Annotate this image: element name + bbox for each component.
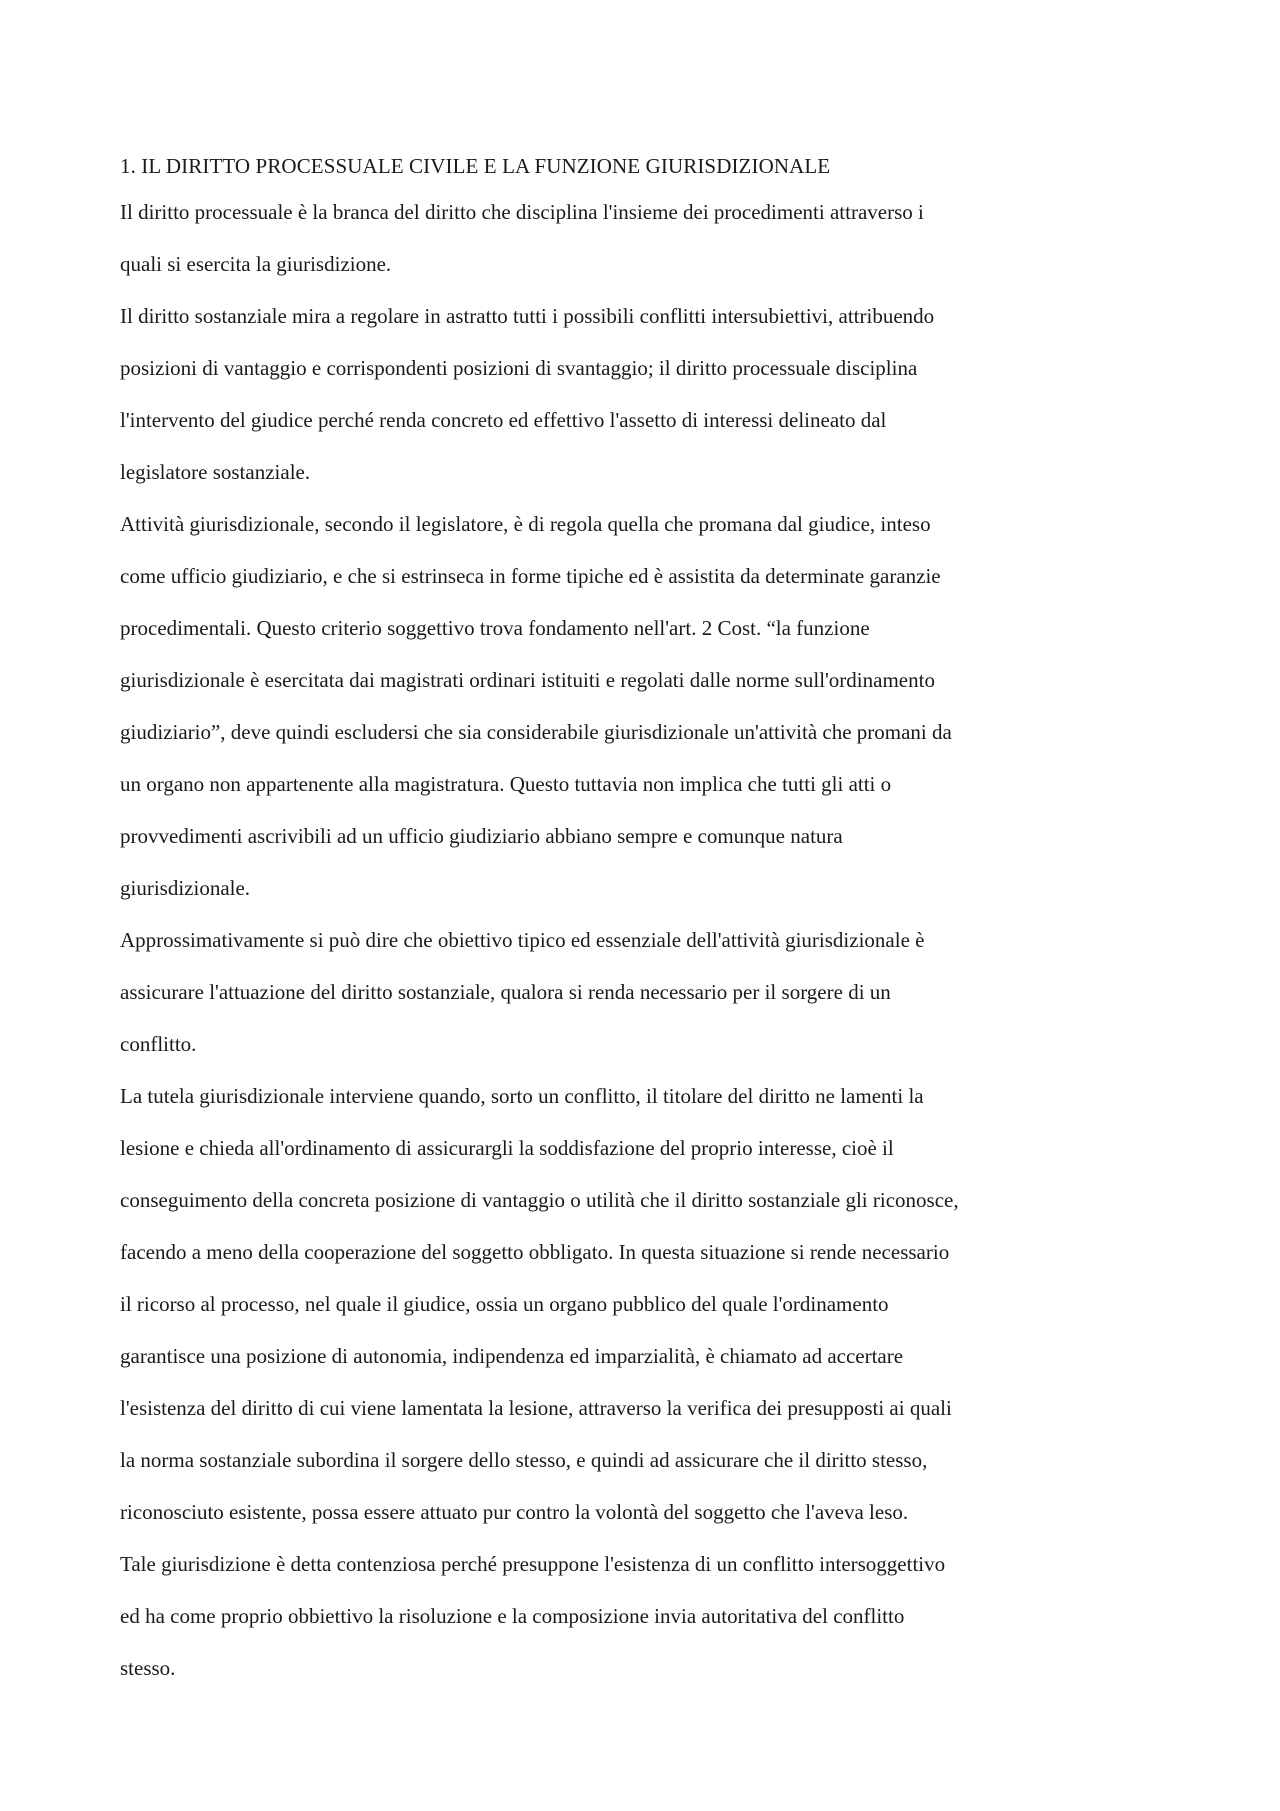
text-line: Il diritto sostanziale mira a regolare in astratto tutti i possibili conflitti intersubiettivi, attribuendo: [120, 304, 935, 328]
text-line: quali si esercita la giurisdizione.: [120, 252, 392, 276]
text-line: giurisdizionale è esercitata dai magistrati ordinari istituiti e regolati dalle norme sull'ordinamento: [120, 668, 935, 692]
text-line: l'intervento del giudice perché renda concreto ed effettivo l'assetto di interessi delineato dal: [120, 408, 887, 432]
text-line: conflitto.: [120, 1032, 197, 1056]
text-line: garantisce una posizione di autonomia, indipendenza ed imparzialità, è chiamato ad accertare: [120, 1344, 904, 1368]
paragraph: [120, 290, 1080, 498]
text-line: come ufficio giudiziario, e che si estrinseca in forme tipiche ed è assistita da determinate garanzie: [120, 564, 941, 588]
text-line: l'esistenza del diritto di cui viene lamentata la lesione, attraverso la verifica dei presupposti ai quali: [120, 1396, 952, 1420]
text-line: procedimentali. Questo criterio soggettivo trova fondamento nell'art. 2 Cost. “la funzione: [120, 616, 870, 640]
text-line: giurisdizionale.: [120, 876, 251, 900]
text-line: giudiziario”, deve quindi escludersi che sia considerabile giurisdizionale un'attività che promani da: [120, 720, 952, 744]
text-line: facendo a meno della cooperazione del soggetto obbligato. In questa situazione si rende necessario: [120, 1240, 950, 1264]
text-line: assicurare l'attuazione del diritto sostanziale, qualora si renda necessario per il sorgere di un: [120, 980, 891, 1004]
text-line: la norma sostanziale subordina il sorgere dello stesso, e quindi ad assicurare che il diritto stesso,: [120, 1448, 928, 1472]
document-body: [120, 186, 1080, 1694]
text-line: Tale giurisdizione è detta contenziosa perché presuppone l'esistenza di un conflitto intersoggettivo: [120, 1552, 946, 1576]
text-line: un organo non appartenente alla magistratura. Questo tuttavia non implica che tutti gli atti o: [120, 772, 892, 796]
text-line: posizioni di vantaggio e corrispondenti posizioni di svantaggio; il diritto processuale disciplina: [120, 356, 918, 380]
text-line: provvedimenti ascrivibili ad un ufficio giudiziario abbiano sempre e comunque natura: [120, 824, 843, 848]
text-line: Approssimativamente si può dire che obiettivo tipico ed essenziale dell'attività giurisdizionale è: [120, 928, 925, 952]
paragraph: [120, 186, 1080, 290]
text-line: lesione e chieda all'ordinamento di assicurargli la soddisfazione del proprio interesse, cioè il: [120, 1136, 894, 1160]
text-line: Attività giurisdizionale, secondo il legislatore, è di regola quella che promana dal giudice, inteso: [120, 512, 931, 536]
paragraph: [120, 1070, 1080, 1538]
text-line: La tutela giurisdizionale interviene quando, sorto un conflitto, il titolare del diritto ne lamenti la: [120, 1084, 924, 1108]
text-line: riconosciuto esistente, possa essere attuato pur contro la volontà del soggetto che l'aveva leso.: [120, 1500, 909, 1524]
paragraph: [120, 914, 1080, 1070]
text-line: stesso.: [120, 1656, 176, 1680]
text-line: il ricorso al processo, nel quale il giudice, ossia un organo pubblico del quale l'ordinamento: [120, 1292, 889, 1316]
text-line: Il diritto processuale è la branca del diritto che disciplina l'insieme dei procedimenti attraverso i: [120, 200, 924, 224]
text-line: legislatore sostanziale.: [120, 460, 311, 484]
text-line: ed ha come proprio obbiettivo la risoluzione e la composizione invia autoritativa del conflitto: [120, 1604, 905, 1628]
text-line: conseguimento della concreta posizione di vantaggio o utilità che il diritto sostanziale gli riconosce,: [120, 1188, 959, 1212]
paragraph: [120, 498, 1080, 914]
document-page: [120, 146, 1080, 1694]
section-heading: 1. IL DIRITTO PROCESSUALE CIVILE E LA FUNZIONE GIURISDIZIONALE: [120, 154, 831, 178]
paragraph: [120, 1538, 1080, 1694]
